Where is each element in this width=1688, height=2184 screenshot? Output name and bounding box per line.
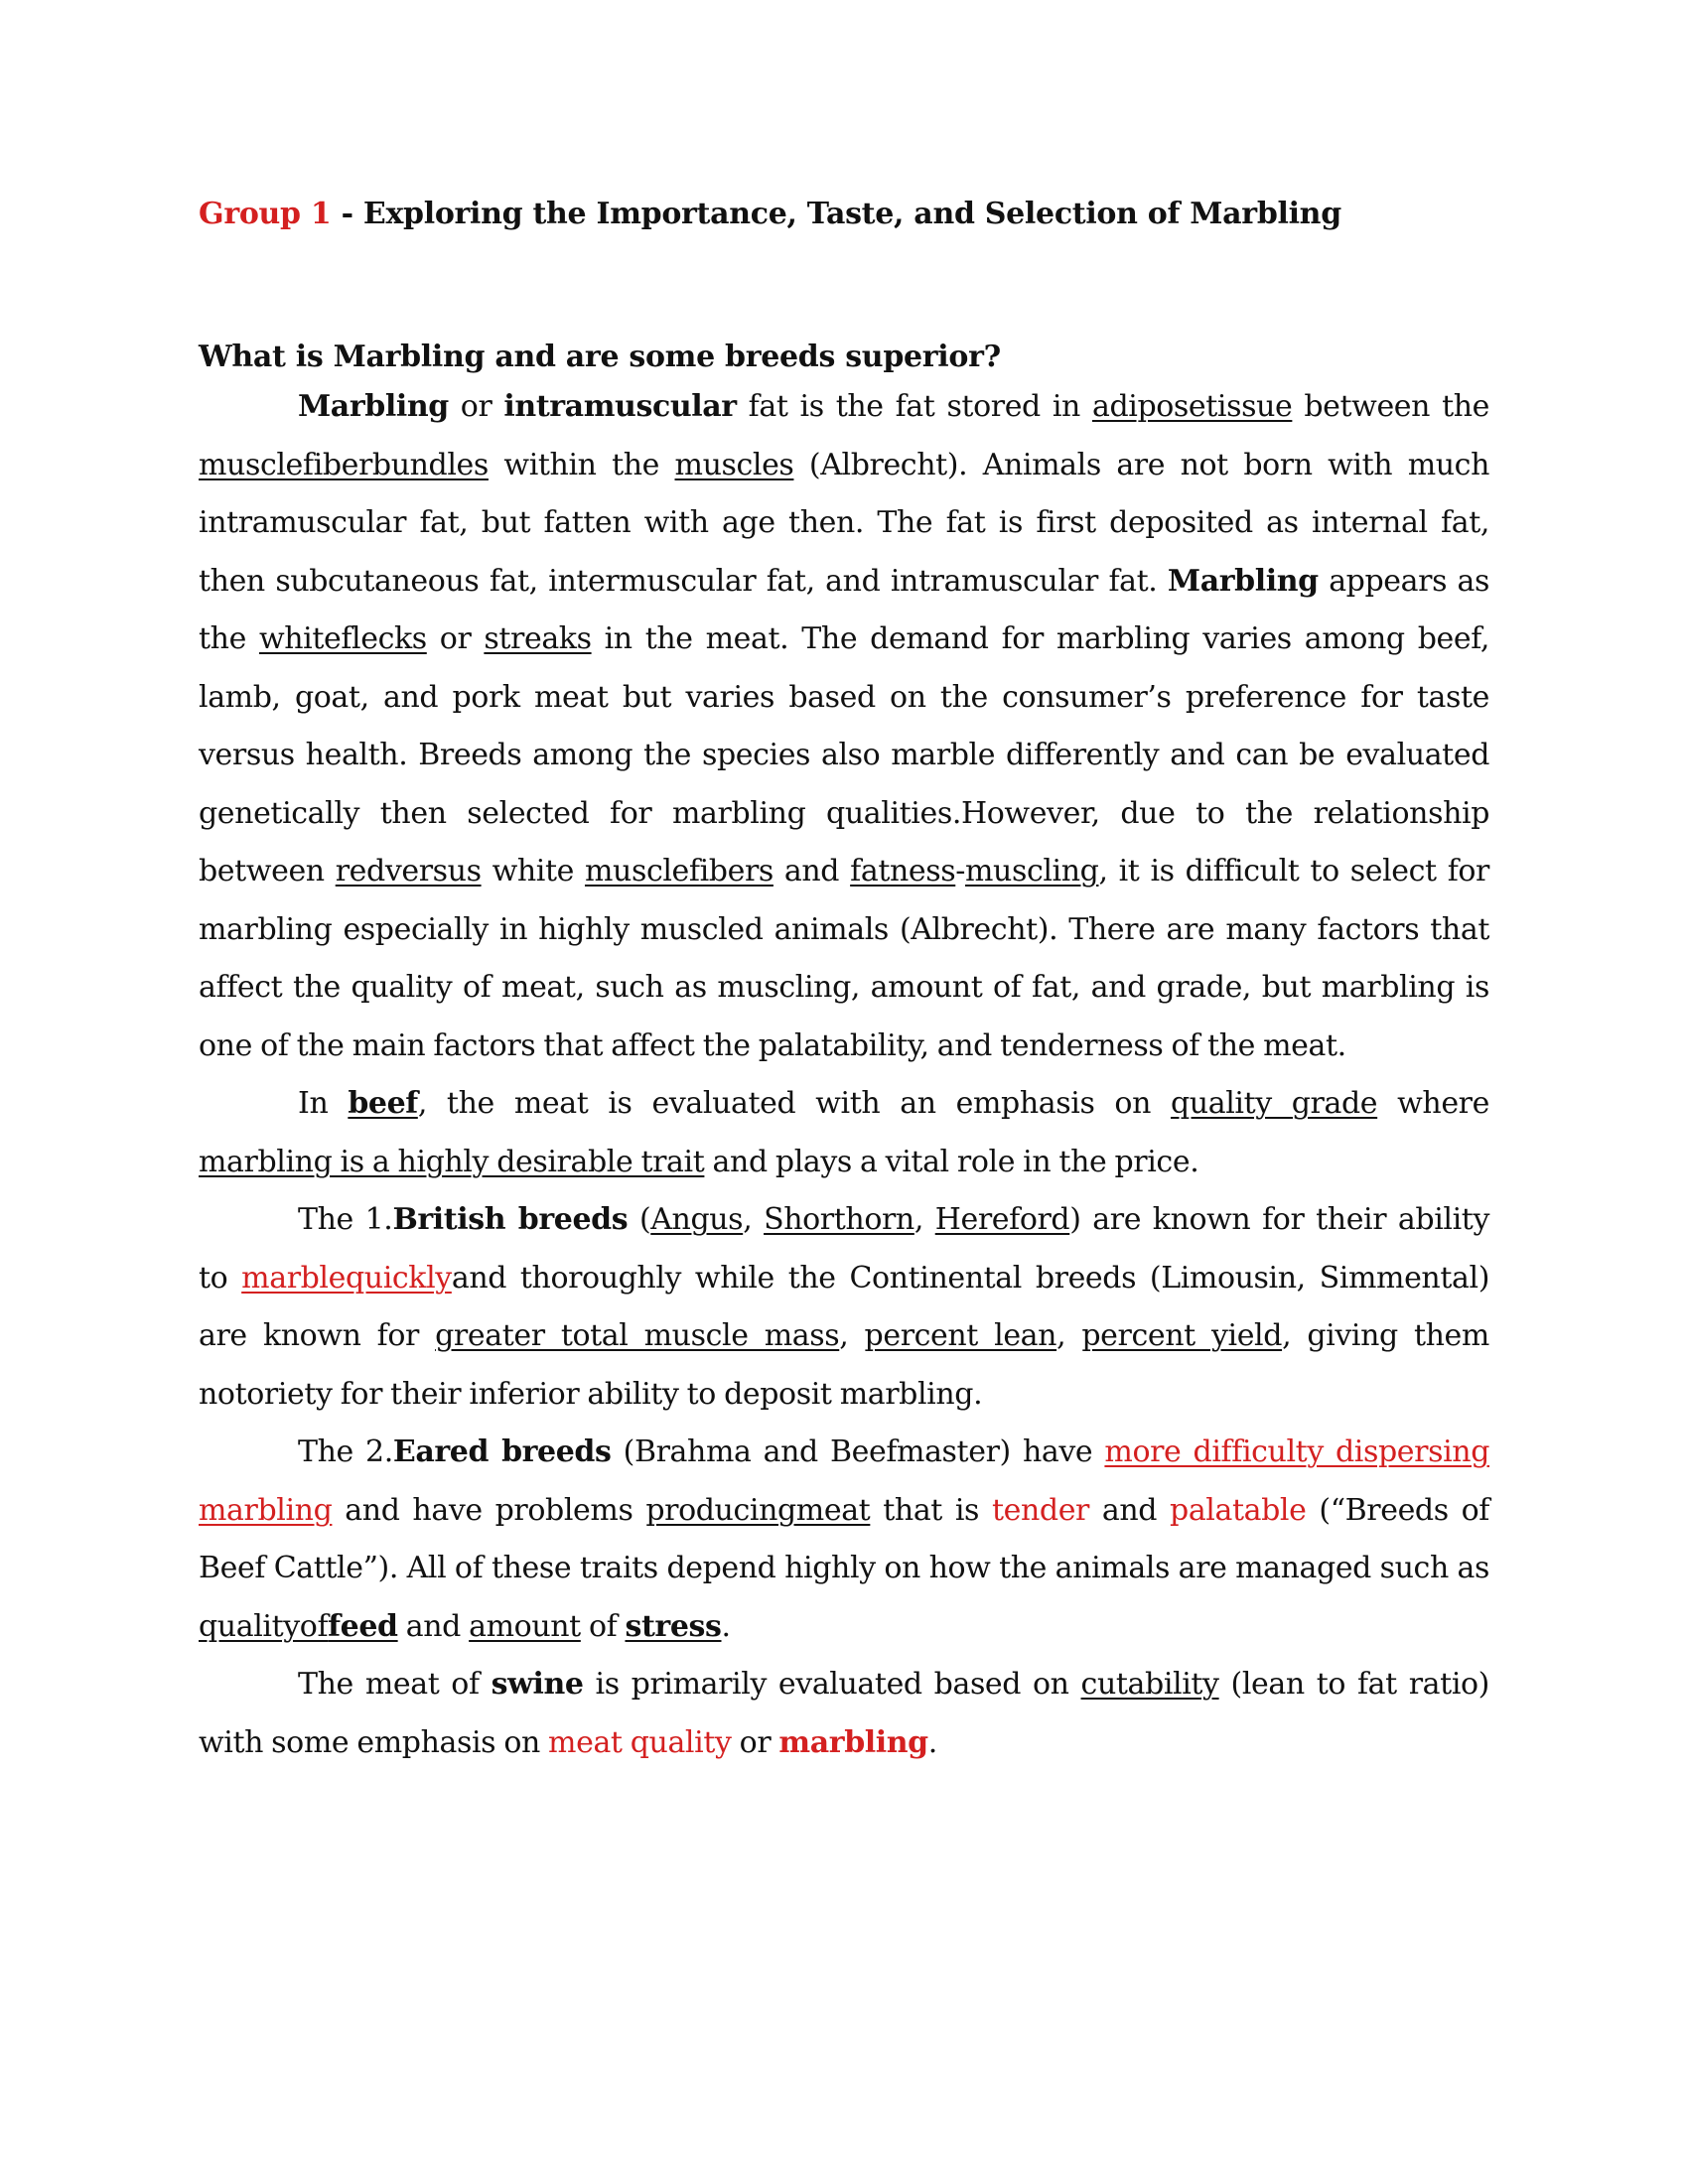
term-fatness: fatness [850,854,956,888]
text-run: within the [488,447,675,482]
text-run: in the meat. The demand for marbling varies among beef, lamb, goat, and pork meat but varies based on the consumer’s preference for taste versus health. Breeds among the species also marble differently and can be evaluated genetically then selected for marbling qualities.However, due to the relationship between [199,621,1489,888]
term-angus: Angus [650,1202,744,1237]
text-run: of [580,1608,626,1644]
term-difficulty-dispersing-marbling: more difficulty dispersing marbling [199,1434,1490,1528]
text-run: and thoroughly while the Continental breeds (Limousin, Simmental) are known for [199,1260,1489,1353]
term-desirable-trait: marbling is a highly desirable trait [199,1144,705,1179]
text-run: appears as the [199,563,1490,656]
term-marbling: Marbling [1167,563,1319,599]
term-feed: feed [328,1608,398,1644]
term-percent-yield: percent yield [1081,1318,1283,1353]
paragraph-marbling-definition [199,378,1489,1075]
text-run: fat is the fat stored in [736,389,1092,424]
group-label: Group 1 [199,197,332,231]
term-meat-quality: meat quality [548,1724,732,1760]
term-swine: swine [491,1667,584,1702]
text-run: or [448,389,504,424]
term-beef: beef [348,1086,418,1121]
text-run: (Brahma and Beefmaster) have [611,1434,1105,1469]
paragraph-beef [199,1075,1489,1191]
term-marbling: marbling [778,1724,928,1760]
text-run: - [955,854,965,888]
text-run: (lean to fat ratio) with some emphasis on [199,1667,1489,1760]
document-title [199,194,1489,235]
term-intramuscular: intramuscular [503,389,737,424]
text-run: that is [870,1492,992,1528]
section-heading: What is Marbling and are some breeds superior? [199,340,1001,374]
term-white-flecks: whiteflecks [258,621,427,656]
term-adipose-tissue: adiposetissue [1091,389,1293,424]
term-muscle-fiber-bundles: musclefiberbundles [199,447,489,482]
text-run: and plays a vital role in the price. [704,1144,1199,1179]
term-quality-of: qualityof [199,1608,329,1644]
text-run: and [1089,1492,1171,1528]
paragraph-eared-breeds [199,1424,1489,1656]
title-separator: - [331,197,363,231]
paragraph-british-breeds [199,1191,1489,1424]
text-run: white [481,854,585,888]
text-run: and [773,854,851,888]
text-run: ) are known for their ability to [199,1202,1489,1296]
text-run: , [743,1202,765,1237]
text-run: or [426,621,485,656]
term-cutability: cutability [1080,1667,1219,1702]
term-amount: amount [469,1608,581,1644]
text-run: . [721,1608,731,1644]
text-run: In [298,1086,349,1121]
text-run: , [839,1318,865,1353]
text-run: The meat of [298,1667,492,1702]
term-stress: stress [625,1608,722,1644]
text-run: . [927,1724,937,1760]
text-run: between the [1292,389,1490,424]
text-run: , the meat is evaluated with an emphasis on [417,1086,1171,1121]
term-marbling: Marbling [298,389,449,424]
text-run: , it is difficult to select for marbling especially in highly muscled animals (Albrecht). There are many factors that affect the quality of meat, such as muscling, amount of fat, and grade, but marbling is one of the main factors that affect the palatability, and tenderness of the meat. [199,854,1489,1063]
text-run: The 1. [298,1202,393,1237]
term-producing-meat: producingmeat [645,1492,871,1528]
text-run: and have problems [332,1492,646,1528]
term-percent-lean: percent lean [864,1318,1057,1353]
title-text: Exploring the Importance, Taste, and Selection of Marbling [362,197,1341,231]
term-quality-grade: quality grade [1170,1086,1378,1121]
term-tender: tender [991,1492,1089,1528]
text-run: , [1056,1318,1082,1353]
paragraph-swine [199,1656,1489,1772]
text-run: (Albrecht). Animals are not born with much intramuscular fat, but fatten with age then. The fat is first deposited as internal fat, then subcutaneous fat, intermuscular fat, and intramuscular fat. [199,447,1489,599]
term-red-versus: redversus [335,854,482,888]
term-muscling: muscling [965,854,1099,888]
term-muscle-fibers: musclefibers [584,854,774,888]
term-marble-quickly: marblequickly [241,1260,452,1296]
term-eared-breeds: Eared breeds [392,1434,612,1469]
text-run: ( [628,1202,651,1237]
text-run: and [397,1608,470,1644]
text-run: The 2. [298,1434,393,1469]
term-streaks: streaks [484,621,592,656]
text-run: or [731,1724,779,1760]
text-run: where [1377,1086,1489,1121]
term-british-breeds: British breeds [392,1202,629,1237]
text-run: , giving them notoriety for their inferior ability to deposit marbling. [199,1318,1489,1412]
document-page [199,194,1489,1772]
term-hereford: Hereford [934,1202,1070,1237]
term-shorthorn: Shorthorn [764,1202,914,1237]
term-greater-total-muscle-mass: greater total muscle mass [435,1318,840,1353]
text-run: (“Breeds of Beef Cattle”). All of these traits depend highly on how the animals are managed such as [199,1492,1489,1585]
term-muscles: muscles [674,447,794,482]
term-palatable: palatable [1170,1492,1307,1528]
text-run: is primarily evaluated based on [583,1667,1081,1702]
text-run: , [914,1202,935,1237]
